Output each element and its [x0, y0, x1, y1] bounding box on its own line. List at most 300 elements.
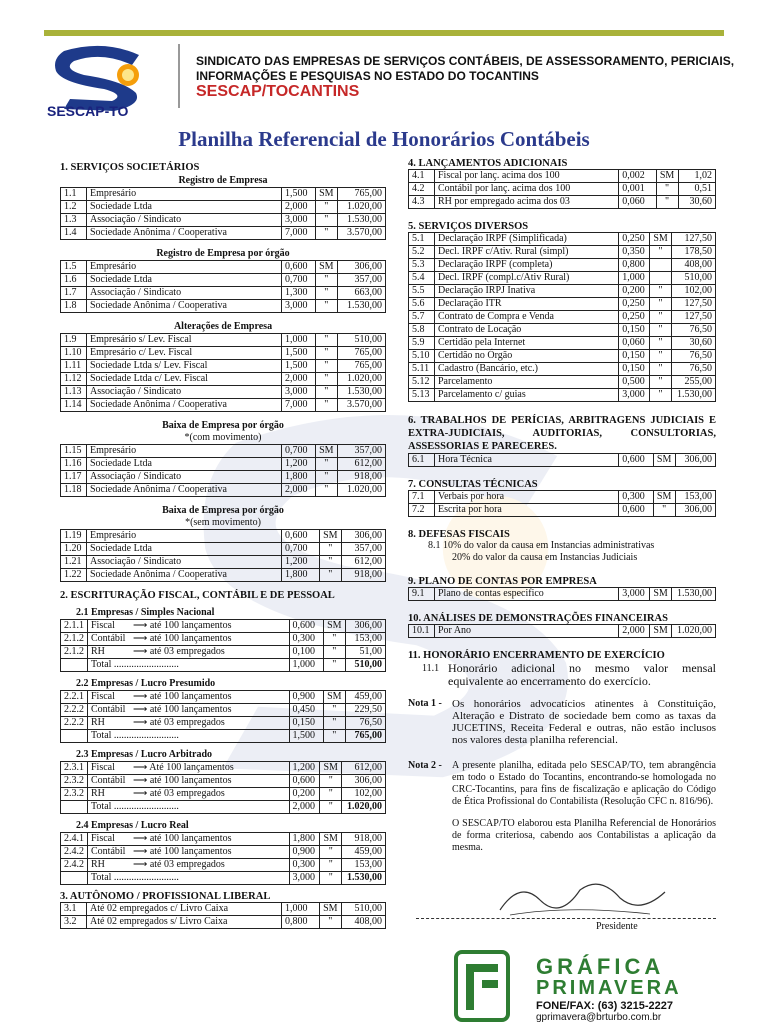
item-factor: 1,200 — [282, 458, 316, 471]
ad-name-1: GRÁFICA — [536, 954, 665, 979]
item-unit: " — [319, 543, 341, 556]
table-lancamentos — [408, 169, 716, 209]
logo-text: SESCAP-TO — [47, 103, 129, 119]
ad-phone: FONE/FAX: (63) 3215-2227 — [536, 1000, 673, 1012]
item-number: 2.3.1 — [61, 762, 88, 775]
item-factor: 0,600 — [282, 261, 316, 274]
item-unit: " — [319, 556, 341, 569]
item-value: 306,00 — [675, 504, 715, 517]
item-description: RH por empregado acima dos 03 — [435, 196, 619, 209]
table-registro-orgao — [60, 260, 386, 313]
item-number: 1.7 — [61, 287, 87, 300]
item-description — [88, 620, 290, 633]
table-row — [61, 227, 386, 240]
item-unit: SM — [653, 454, 675, 467]
item-number: 2.1.1 — [61, 620, 88, 633]
item-limit: até 03 empregados — [149, 646, 225, 657]
item-value: 76,50 — [672, 350, 716, 363]
item-kind: Contábil — [91, 846, 126, 857]
item-value: 178,50 — [672, 246, 716, 259]
item-factor: 3,000 — [282, 386, 316, 399]
item-factor: 0,900 — [289, 846, 320, 859]
nota-1 — [408, 698, 716, 746]
item-unit: SM — [319, 530, 341, 543]
table-row — [61, 691, 386, 704]
item-number: 1.4 — [61, 227, 87, 240]
group-title: Registro de Empresa — [178, 175, 268, 186]
item-value: 306,00 — [342, 775, 386, 788]
item-description: Decl. IRPF (compl.c/Ativ Rural) — [435, 272, 619, 285]
item-description: Empresário — [87, 445, 282, 458]
item-number: 2.2.2 — [61, 704, 88, 717]
table-row — [61, 833, 386, 846]
item-factor: 0,300 — [289, 859, 320, 872]
item-value: 306,00 — [337, 261, 385, 274]
table-row — [409, 272, 716, 285]
item-unit — [650, 272, 672, 285]
item-unit: " — [323, 633, 345, 646]
arrow-icon: ⟶ — [133, 859, 150, 870]
table-row — [409, 588, 716, 601]
item-description: Sociedade Ltda — [87, 543, 282, 556]
item-description: Declaração IRPF (Simplificada) — [435, 233, 619, 246]
item-number: 5.12 — [409, 376, 435, 389]
table-row — [61, 775, 386, 788]
item-unit: " — [320, 801, 342, 814]
item-description: Cadastro (Bancário, etc.) — [435, 363, 619, 376]
item-unit: SM — [323, 691, 345, 704]
item-factor: 1,500 — [282, 347, 316, 360]
item-factor: 7,000 — [282, 227, 316, 240]
table-row — [61, 762, 386, 775]
item-unit: " — [323, 659, 345, 672]
item-number: 1.5 — [61, 261, 87, 274]
arrow-icon: ⟶ — [133, 833, 150, 844]
item-value: 510,00 — [345, 659, 385, 672]
item-value: 612,00 — [342, 762, 386, 775]
item-number: 3.1 — [61, 903, 87, 916]
table-row — [61, 556, 386, 569]
item-factor: 0,700 — [282, 274, 316, 287]
table-row — [409, 625, 716, 638]
item-value: 1.020,00 — [337, 484, 385, 497]
item-value: 127,50 — [672, 311, 716, 324]
table-row — [409, 246, 716, 259]
table-row — [61, 717, 386, 730]
item-number — [61, 801, 88, 814]
item-value: 459,00 — [342, 846, 386, 859]
table-row — [409, 363, 716, 376]
item-number: 5.4 — [409, 272, 435, 285]
table-row — [409, 454, 716, 467]
item-description: Empresário — [87, 188, 282, 201]
item-value: 76,50 — [345, 717, 385, 730]
item-description: Associação / Sindicato — [87, 556, 282, 569]
item-factor: 0,600 — [289, 620, 323, 633]
item-value: 765,00 — [345, 730, 385, 743]
item-value: 306,00 — [675, 454, 715, 467]
item-value: 1.530,00 — [337, 386, 385, 399]
item-factor: 0,001 — [619, 183, 656, 196]
item-description — [88, 846, 290, 859]
section-heading: 2. ESCRITURAÇÃO FISCAL, CONTÁBIL E DE PESSOAL — [60, 590, 335, 601]
item-description: Parcelamento — [435, 376, 619, 389]
item-kind: RH — [91, 859, 105, 870]
item-unit: " — [315, 399, 337, 412]
item-number: 1.22 — [61, 569, 87, 582]
section-heading: 7. CONSULTAS TÉCNICAS — [408, 479, 538, 490]
top-accent-bar — [44, 30, 724, 36]
item-number: 5.8 — [409, 324, 435, 337]
item-factor: 2,000 — [282, 373, 316, 386]
item-number: 3.2 — [61, 916, 87, 929]
table-row — [61, 201, 386, 214]
table-row — [409, 350, 716, 363]
item-factor: 0,150 — [289, 717, 323, 730]
item-number: 5.3 — [409, 259, 435, 272]
item-factor: 0,002 — [619, 170, 656, 183]
item-unit: " — [650, 324, 672, 337]
item-number: 5.11 — [409, 363, 435, 376]
item-description — [88, 872, 290, 885]
item-unit: " — [656, 183, 678, 196]
table-row — [409, 376, 716, 389]
table-row — [409, 337, 716, 350]
table-plano-contas — [408, 587, 716, 601]
item-description: Sociedade Anônima / Cooperativa — [87, 399, 282, 412]
item-factor: 0,150 — [619, 350, 650, 363]
item-limit: até 100 lançamentos — [149, 620, 232, 631]
item-value: 408,00 — [672, 259, 716, 272]
item-limit: Até 100 lançamentos — [149, 762, 234, 773]
item-description: Contrato de Compra e Venda — [435, 311, 619, 324]
section-heading: 1. SERVIÇOS SOCIETÁRIOS — [60, 162, 200, 173]
item-number: 5.9 — [409, 337, 435, 350]
table-row — [61, 903, 386, 916]
item-unit: " — [323, 646, 345, 659]
item-value: 30,60 — [678, 196, 715, 209]
item-description — [88, 730, 290, 743]
item-description: Escrita por hora — [435, 504, 619, 517]
arrow-icon: ⟶ — [133, 775, 150, 786]
item-description: Sociedade Anônima / Cooperativa — [87, 484, 282, 497]
table-row — [61, 373, 386, 386]
item-factor: 0,900 — [289, 691, 323, 704]
item-factor: 0,800 — [619, 259, 650, 272]
arrow-icon: ⟶ — [133, 846, 150, 857]
table-row — [61, 659, 386, 672]
item-description — [88, 801, 290, 814]
table-row — [61, 530, 386, 543]
item-kind: Fiscal — [91, 691, 115, 702]
org-short-name: SESCAP/TOCANTINS — [196, 83, 360, 100]
item-factor: 2,000 — [282, 201, 316, 214]
item-factor: 3,000 — [289, 872, 320, 885]
section-heading: 4. LANÇAMENTOS ADICIONAIS — [408, 158, 568, 169]
item-number: 5.5 — [409, 285, 435, 298]
item-unit: " — [320, 788, 342, 801]
item-text: Honorário adicional no mesmo valor mensal equivalente ao encerramento do exercício. — [448, 661, 716, 688]
item-factor: 2,000 — [619, 625, 650, 638]
item-factor: 1,500 — [282, 360, 316, 373]
item-description: Hora Técnica — [435, 454, 619, 467]
item-description: Parcelamento c/ guias — [435, 389, 619, 402]
item-description: Sociedade Anônima / Cooperativa — [87, 227, 282, 240]
table-row — [61, 633, 386, 646]
item-description: Por Ano — [435, 625, 619, 638]
item-unit: " — [315, 300, 337, 313]
table-escrituracao — [60, 619, 386, 672]
item-number — [61, 730, 88, 743]
item-number: 2.2.1 — [61, 691, 88, 704]
item-unit: " — [315, 373, 337, 386]
item-kind: Fiscal — [91, 833, 115, 844]
item-value: 510,00 — [672, 272, 716, 285]
item-description: Até 02 empregados s/ Livro Caixa — [87, 916, 282, 929]
item-description: Sociedade Ltda s/ Lev. Fiscal — [87, 360, 282, 373]
item-number: 1.11 — [61, 360, 87, 373]
item-value: 0,51 — [678, 183, 715, 196]
section-heading: 10. ANÁLISES DE DEMONSTRAÇÕES FINANCEIRAS — [408, 613, 668, 624]
item-unit: SM — [315, 445, 337, 458]
group-note: *(com movimento) — [184, 432, 262, 443]
item-unit: " — [323, 717, 345, 730]
grafica-logo — [452, 948, 512, 1024]
item-number: 9.1 — [409, 588, 435, 601]
table-row — [409, 389, 716, 402]
item-number: 11.1 — [422, 663, 440, 674]
table-pericias — [408, 453, 716, 467]
table-row — [61, 188, 386, 201]
table-row — [61, 788, 386, 801]
item-unit: " — [315, 458, 337, 471]
item-unit: " — [650, 298, 672, 311]
item-factor: 0,200 — [619, 285, 650, 298]
item-factor: 0,250 — [619, 298, 650, 311]
item-number: 1.16 — [61, 458, 87, 471]
item-number: 2.3.2 — [61, 788, 88, 801]
group-title: Baixa de Empresa por órgão — [162, 505, 284, 516]
item-description — [88, 633, 290, 646]
item-number: 5.2 — [409, 246, 435, 259]
table-servicos — [408, 232, 716, 402]
item-description: Sociedade Anônima / Cooperativa — [87, 569, 282, 582]
arrow-icon: ⟶ — [133, 717, 150, 728]
item-number: 5.7 — [409, 311, 435, 324]
defesas-line: 20% do valor da causa em Instancias Judiciais — [452, 552, 638, 563]
item-unit: " — [315, 347, 337, 360]
page-title: Planilha Referencial de Honorários Contábeis — [178, 127, 590, 151]
item-factor: 0,200 — [289, 788, 320, 801]
item-value: 30,60 — [672, 337, 716, 350]
item-kind: Total .......................... — [91, 659, 179, 670]
item-unit: " — [319, 916, 341, 929]
item-value: 510,00 — [341, 903, 385, 916]
table-baixa-com — [60, 444, 386, 497]
item-description: Declaração IRPF (completa) — [435, 259, 619, 272]
item-number: 7.1 — [409, 491, 435, 504]
item-limit: até 100 lançamentos — [149, 775, 232, 786]
table-row — [409, 504, 716, 517]
item-description: Até 02 empregados c/ Livro Caixa — [87, 903, 282, 916]
item-factor: 0,600 — [282, 530, 320, 543]
item-number: 5.1 — [409, 233, 435, 246]
encerramento-item — [408, 662, 716, 688]
item-number: 6.1 — [409, 454, 435, 467]
item-description: Sociedade Ltda — [87, 458, 282, 471]
item-factor: 3,000 — [282, 300, 316, 313]
item-number: 1.6 — [61, 274, 87, 287]
item-value: 102,00 — [672, 285, 716, 298]
item-unit: " — [653, 504, 675, 517]
item-number: 1.18 — [61, 484, 87, 497]
arrow-icon: ⟶ — [133, 620, 150, 631]
item-kind: Total .......................... — [91, 730, 179, 741]
item-unit: " — [315, 227, 337, 240]
ad-email: gprimavera@brturbo.com.br — [536, 1012, 662, 1023]
item-factor: 3,000 — [282, 214, 316, 227]
item-factor: 0,600 — [619, 454, 653, 467]
item-value: 918,00 — [342, 833, 386, 846]
table-row — [409, 324, 716, 337]
item-description — [88, 704, 290, 717]
table-registro — [60, 187, 386, 240]
item-number: 2.1.2 — [61, 646, 88, 659]
item-value: 306,00 — [341, 530, 385, 543]
item-unit: " — [315, 274, 337, 287]
item-number: 1.12 — [61, 373, 87, 386]
table-row — [61, 620, 386, 633]
item-description — [88, 788, 290, 801]
item-description: Empresário — [87, 261, 282, 274]
item-unit: " — [315, 287, 337, 300]
note-text-2: O SESCAP/TO elaborou esta Planilha Referencial de Honorários de forma criteriosa, cabendo aos Contabilistas a aplicação da mesma. — [452, 818, 716, 853]
item-description: Declaração ITR — [435, 298, 619, 311]
item-value: 127,50 — [672, 233, 716, 246]
block-title: 2.4 Empresas / Lucro Real — [76, 820, 189, 831]
item-value: 255,00 — [672, 376, 716, 389]
item-unit: " — [319, 569, 341, 582]
item-description — [88, 691, 290, 704]
item-factor: 1,500 — [282, 188, 316, 201]
item-unit: " — [650, 311, 672, 324]
item-description: Empresário — [87, 530, 282, 543]
section-heading: 8. DEFESAS FISCAIS — [408, 529, 510, 540]
item-unit: SM — [650, 233, 672, 246]
item-value: 1.530,00 — [337, 214, 385, 227]
group-title: Baixa de Empresa por órgão — [162, 420, 284, 431]
item-value: 765,00 — [337, 360, 385, 373]
table-row — [61, 646, 386, 659]
item-value: 3.570,00 — [337, 399, 385, 412]
item-number: 4.1 — [409, 170, 435, 183]
item-unit: " — [650, 389, 672, 402]
item-factor: 1,300 — [282, 287, 316, 300]
item-factor: 1,200 — [289, 762, 320, 775]
item-value: 408,00 — [341, 916, 385, 929]
item-number: 1.20 — [61, 543, 87, 556]
item-number: 1.9 — [61, 334, 87, 347]
item-description: Contábil por lanç. acima dos 100 — [435, 183, 619, 196]
item-unit: SM — [319, 903, 341, 916]
table-row — [61, 916, 386, 929]
item-factor: 1,000 — [289, 659, 323, 672]
section-heading: 6. TRABALHOS DE PERÍCIAS, ARBITRAGENS JUDICIAIS E EXTRA-JUDICIAIS, AUDITORIAS, CONSULTORIAS, ASSESSORIAS E PARECERES. — [408, 415, 716, 452]
item-number — [61, 659, 88, 672]
table-row — [61, 360, 386, 373]
item-value: 76,50 — [672, 324, 716, 337]
item-description: Associação / Sindicato — [87, 471, 282, 484]
item-number: 4.2 — [409, 183, 435, 196]
table-alteracoes — [60, 333, 386, 412]
item-factor: 0,150 — [619, 363, 650, 376]
item-factor: 0,060 — [619, 337, 650, 350]
table-row — [61, 274, 386, 287]
item-limit: até 100 lançamentos — [149, 833, 232, 844]
item-kind: Fiscal — [91, 620, 115, 631]
table-row — [61, 261, 386, 274]
item-description: Empresário c/ Lev. Fiscal — [87, 347, 282, 360]
item-unit: " — [315, 201, 337, 214]
item-value: 357,00 — [337, 274, 385, 287]
item-factor: 2,000 — [282, 484, 316, 497]
table-row — [409, 233, 716, 246]
item-number: 1.13 — [61, 386, 87, 399]
item-factor: 2,000 — [289, 801, 320, 814]
table-row — [61, 386, 386, 399]
table-row — [61, 859, 386, 872]
table-row — [409, 491, 716, 504]
item-description: Certidão no Órgão — [435, 350, 619, 363]
item-factor: 0,700 — [282, 445, 316, 458]
item-factor: 0,600 — [619, 504, 653, 517]
item-value: 1.020,00 — [337, 201, 385, 214]
item-unit: " — [320, 846, 342, 859]
grafica-ad — [452, 948, 724, 1024]
item-factor: 1,000 — [282, 903, 320, 916]
item-unit: SM — [650, 588, 672, 601]
table-row — [409, 196, 716, 209]
item-kind: Fiscal — [91, 762, 115, 773]
item-unit: " — [650, 376, 672, 389]
item-number: 5.10 — [409, 350, 435, 363]
item-kind: Contábil — [91, 775, 126, 786]
item-limit: até 100 lançamentos — [149, 846, 232, 857]
table-row — [61, 300, 386, 313]
table-escrituracao — [60, 761, 386, 814]
item-value: 765,00 — [337, 347, 385, 360]
section-heading: 11. HONORÁRIO ENCERRAMENTO DE EXERCÍCIO — [408, 650, 665, 661]
table-row — [409, 298, 716, 311]
table-row — [409, 311, 716, 324]
item-value: 1,02 — [678, 170, 715, 183]
item-factor: 3,000 — [619, 389, 650, 402]
item-value: 3.570,00 — [337, 227, 385, 240]
section-heading: 9. PLANO DE CONTAS POR EMPRESA — [408, 576, 597, 587]
item-value: 153,00 — [345, 633, 385, 646]
table-escrituracao — [60, 832, 386, 885]
table-row — [409, 285, 716, 298]
item-factor: 0,300 — [289, 633, 323, 646]
item-kind: Total .......................... — [91, 801, 179, 812]
item-unit: SM — [315, 261, 337, 274]
table-row — [61, 347, 386, 360]
item-number: 1.8 — [61, 300, 87, 313]
item-kind: Contábil — [91, 633, 126, 644]
item-value: 510,00 — [337, 334, 385, 347]
item-description: Sociedade Ltda — [87, 201, 282, 214]
item-value: 663,00 — [337, 287, 385, 300]
